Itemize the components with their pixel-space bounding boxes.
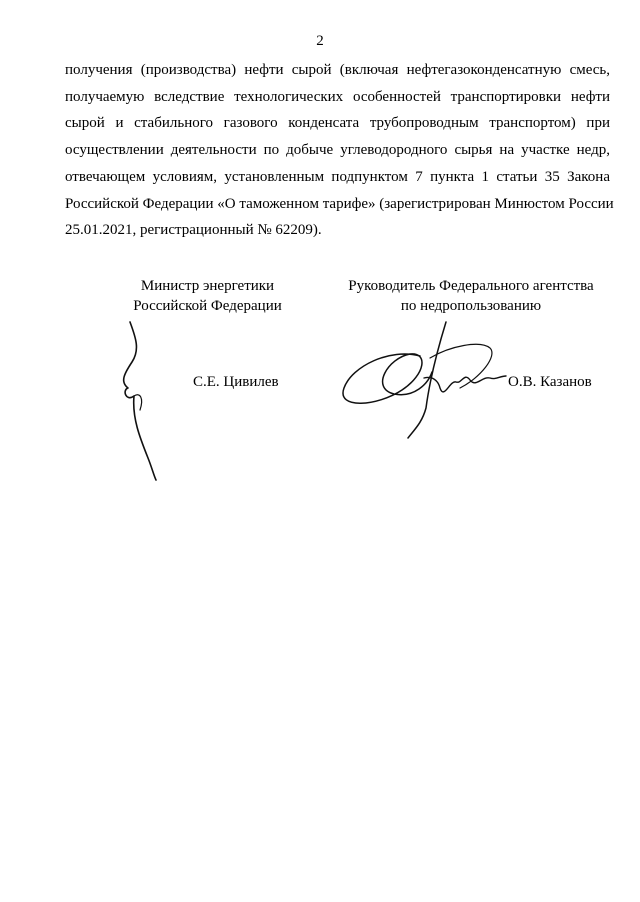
right-signature-image: [330, 318, 510, 448]
right-signer-name: О.В. Казанов: [508, 374, 592, 390]
body-line: осуществлении деятельности по добыче углеводородного сырья на участке недр,: [65, 142, 610, 159]
right-signer-title: [340, 276, 602, 316]
left-signer-title: [115, 276, 300, 316]
body-line: сырой и стабильного газового конденсата трубопроводным транспортом) при: [65, 115, 610, 132]
body-line: Российской Федерации «О таможенном тарифе» (зарегистрирован Минюстом России: [65, 195, 614, 212]
body-line: получаемую вследствие технологических особенностей транспортировки нефти: [65, 88, 610, 105]
body-line: 25.01.2021, регистрационный № 62209).: [65, 222, 322, 239]
left-signer-name: С.Е. Цивилев: [193, 374, 279, 390]
left-signature-image: [110, 318, 180, 483]
left-signer-title-line: Российской Федерации: [133, 298, 282, 314]
left-signer-title-line: Министр энергетики: [140, 278, 275, 294]
body-paragraph: [65, 57, 614, 244]
right-signer-title-line: по недропользованию: [400, 298, 542, 314]
body-line: отвечающем условиям, установленным подпунктом 7 пункта 1 статьи 35 Закона: [65, 168, 610, 185]
body-line: получения (производства) нефти сырой (включая нефтегазоконденсатную смесь,: [65, 62, 610, 78]
right-signer-title-line: Руководитель Федерального агентства: [348, 278, 594, 294]
page-number: 2: [316, 33, 324, 49]
